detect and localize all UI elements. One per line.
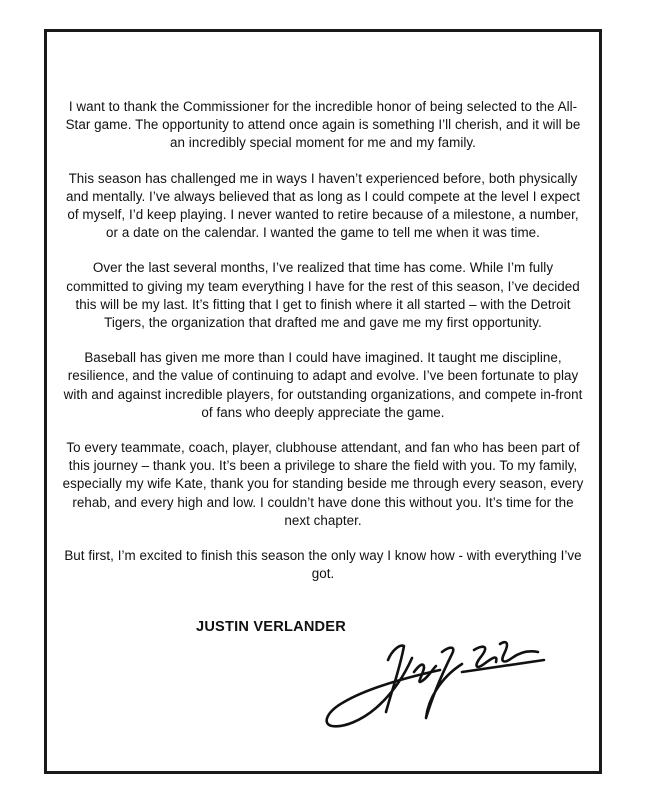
letter-paragraph-5: To every teammate, coach, player, clubhouse attendant, and fan who has been part of this journey – thank you. It’s been a privilege to share the field with you. To my family, especially my wife Kate, thank you for standing beside me through every season, every rehab, and every high and low. I couldn’t have done this without you. It’s time for the next chapter. <box>62 440 584 528</box>
signer-name: JUSTIN VERLANDER <box>196 619 346 635</box>
handwritten-signature <box>292 620 552 740</box>
letter-paragraph-1: I want to thank the Commissioner for the incredible honor of being selected to the All-Star game. The opportunity to attend once again is something I’ll cherish, and it will be an incredibly special moment for me and my family. <box>65 99 581 151</box>
letter-body <box>47 98 599 600</box>
letter-paragraph-3: Over the last several months, I’ve realized that time has come. While I’m fully committed to giving my team everything I have for the rest of this season, I’ve decided this will be my last. It’s fitting that I get to finish where it all started – with the Detroit Tigers, the organization that drafted me and gave me my first opportunity. <box>66 260 580 331</box>
letter-paragraph-6: But first, I’m excited to finish this season the only way I know how - with everything I’ve got. <box>64 548 582 582</box>
letter-paragraph-2: This season has challenged me in ways I haven’t experienced before, both physically and mentally. I’ve always believed that as long as I could compete at the level I expect of myself, I’d keep playing. I never wanted to retire because of a milestone, a number, or a date on the calendar. I wanted the game to tell me when it was time. <box>65 170 581 241</box>
letter-paragraph-4: Baseball has given me more than I could have imagined. It taught me discipline, resilience, and the value of continuing to adapt and evolve. I’ve been fortunate to play with and against incredible players, for outstanding organizations, and compete in-front of fans who deeply appreciate the game. <box>63 350 583 420</box>
